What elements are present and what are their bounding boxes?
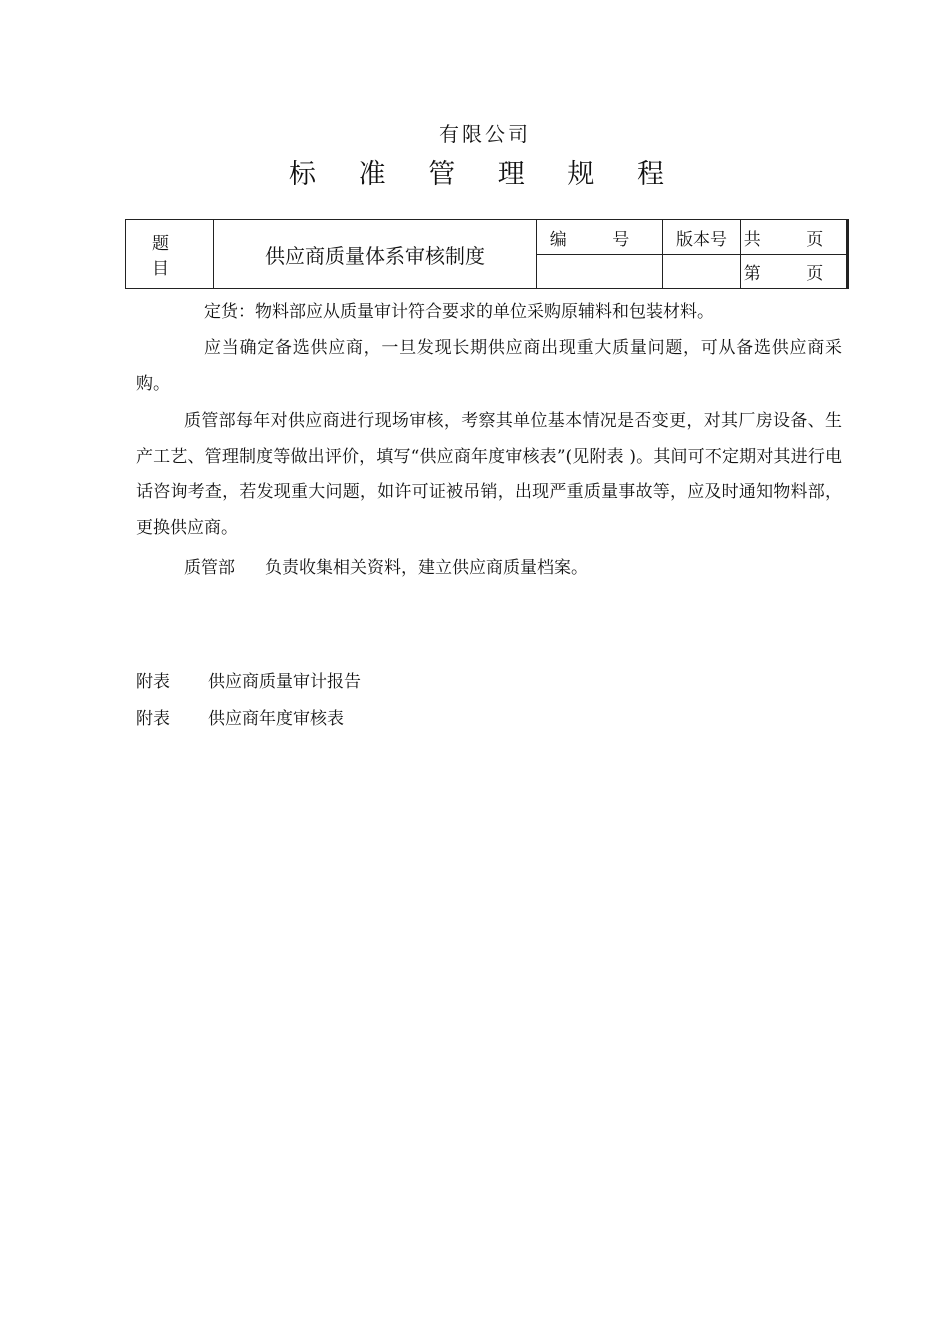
paragraph-ordering: 定货：物料部应从质量审计符合要求的单位采购原辅料和包装材料。 [204,302,714,322]
document-info-table [125,219,847,288]
attachment-item [136,704,344,729]
page-label: 第 页 [741,255,848,289]
attachment-item [136,667,361,692]
paragraph-backup-supplier: 应当确定备选供应商，一旦发现长期供应商出现重大质量问题，可从备选供应商采购。 [136,338,842,394]
department-label: 质管部 [184,558,235,578]
version-label: 版本号 [663,220,741,255]
document-title: 标 准 管 理 规 程 [289,159,681,190]
company-name: 有限公司 [439,122,531,146]
number-label: 编 号 [537,220,663,255]
paragraph-quality-archive [136,551,842,587]
attachment-name: 供应商质量审计报告 [208,672,361,692]
attachment-label: 附表 [136,709,170,729]
subject-label: 题 目 [126,220,214,289]
attachment-name: 供应商年度审核表 [208,709,344,729]
total-pages-label: 共 页 [741,220,848,255]
subject-value: 供应商质量体系审核制度 [214,220,537,289]
attachment-label: 附表 [136,672,170,692]
version-value-cell [663,255,741,289]
number-value-cell [537,255,663,289]
archive-text: 负责收集相关资料，建立供应商质量档案。 [265,558,588,578]
paragraph-annual-audit: 质管部每年对供应商进行现场审核，考察其单位基本情况是否变更，对其厂房设备、生产工艺、管理制度等做出评价，填写“供应商年度审核表”(见附表 )。其间可不定期对其进行电话咨询考查，若发现重大问题，如许可证被吊销，出现严重质量事故等，应及时通知物料部，更换供应商。 [136,411,842,538]
